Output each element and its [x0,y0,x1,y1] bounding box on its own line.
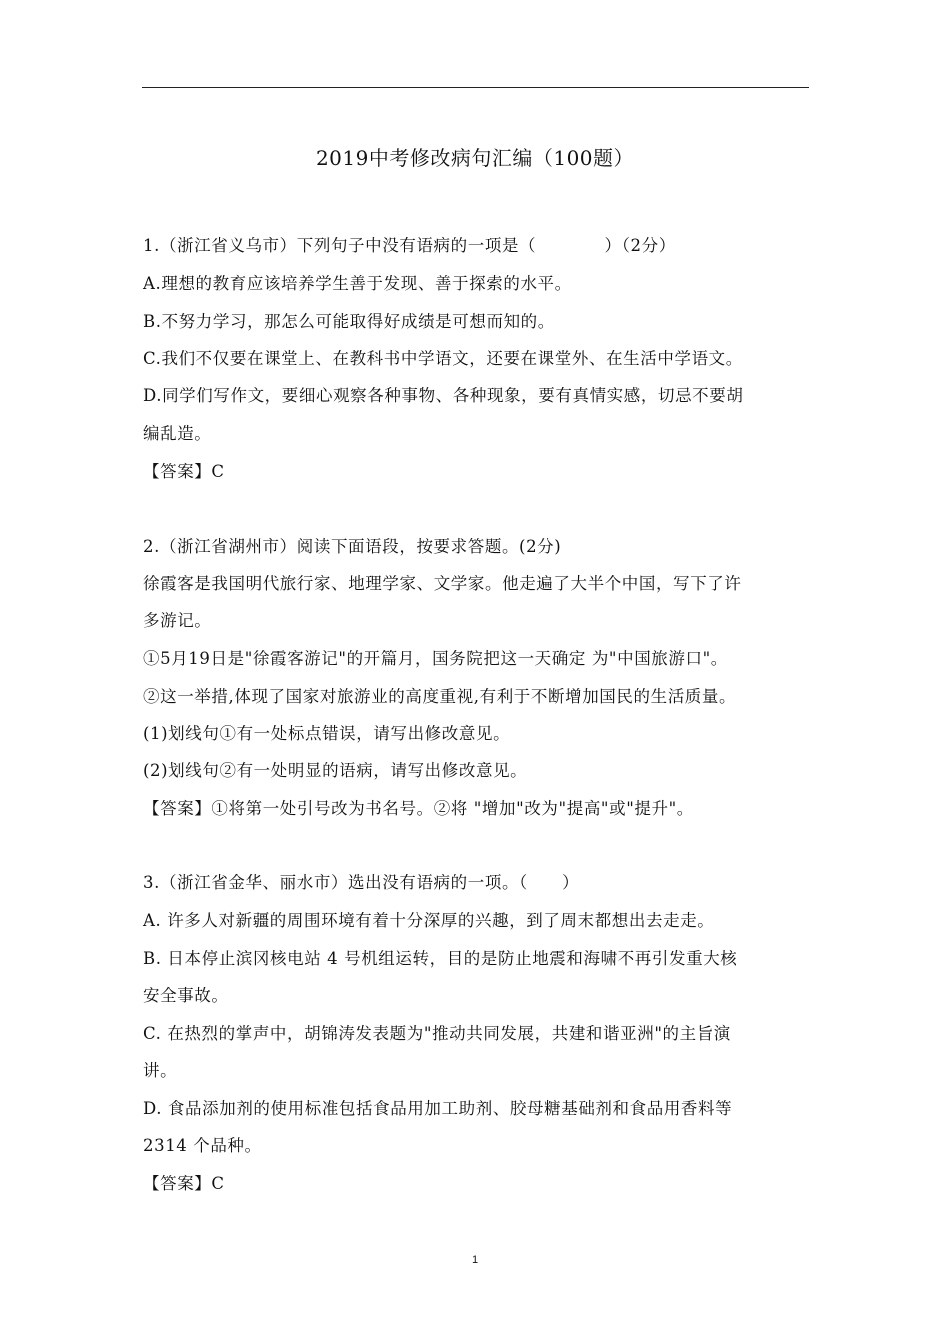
question-1-option-a: A.理想的教育应该培养学生善于发现、善于探索的水平。 [143,274,572,293]
question-1-answer: 【答案】C [143,462,225,481]
question-3-option-b-cont: 安全事故。 [143,986,229,1005]
question-2-passage-line: 多游记。 [143,611,212,630]
question-1-stem: 1.（浙江省义乌市）下列句子中没有语病的一项是（ ）（2分） [143,236,676,255]
question-2-subquestion-1: (1)划线句①有一处标点错误，请写出修改意见。 [143,724,511,743]
header-rule [142,87,809,88]
question-3-option-b: B. 日本停止滨冈核电站 4 号机组运转，目的是防止地震和海啸不再引发重大核 [143,949,738,968]
page-number: 1 [471,1254,479,1266]
question-2-sentence-2: ②这一举措,体现了国家对旅游业的高度重视,有利于不断增加国民的生活质量。 [143,687,737,706]
question-2-stem: 2.（浙江省湖州市）阅读下面语段，按要求答题。(2分) [143,537,562,556]
question-3-stem: 3.（浙江省金华、丽水市）选出没有语病的一项。（ ） [143,873,580,892]
question-1-option-b: B.不努力学习，那怎么可能取得好成绩是可想而知的。 [143,312,555,331]
question-3-option-d-cont: 2314 个品种。 [143,1136,262,1155]
question-1-option-c: C.我们不仅要在课堂上、在教科书中学语文，还要在课堂外、在生活中学语文。 [143,349,743,368]
question-1-option-d: D.同学们写作文，要细心观察各种事物、各种现象，要有真情实感，切忌不要胡 [143,386,744,405]
question-2-sentence-1: ①5月19日是"徐霞客游记"的开篇月，国务院把这一天确定 为"中国旅游口"。 [143,649,728,668]
question-3-option-c-cont: 讲。 [143,1061,178,1080]
question-3-option-d: D. 食品添加剂的使用标准包括食品用加工助剂、胶母糖基础剂和食品用香料等 [143,1099,733,1118]
question-3-option-c: C. 在热烈的掌声中，胡锦涛发表题为"推动共同发展，共建和谐亚洲"的主旨演 [143,1024,731,1043]
document-title: 2019中考修改病句汇编（100题） [315,146,635,170]
question-3-answer: 【答案】C [143,1174,225,1193]
question-1-option-d-cont: 编乱造。 [143,424,212,443]
question-2-passage-line: 徐霞客是我国明代旅行家、地理学家、文学家。他走遍了大半个中国，写下了许 [143,574,742,593]
question-2-subquestion-2: (2)划线句②有一处明显的语病，请写出修改意见。 [143,761,528,780]
question-3-option-a: A. 许多人对新疆的周围环境有着十分深厚的兴趣，到了周末都想出去走走。 [143,911,715,930]
question-2-answer: 【答案】①将第一处引号改为书名号。②将 "增加"改为"提高"或"提升"。 [143,799,694,818]
